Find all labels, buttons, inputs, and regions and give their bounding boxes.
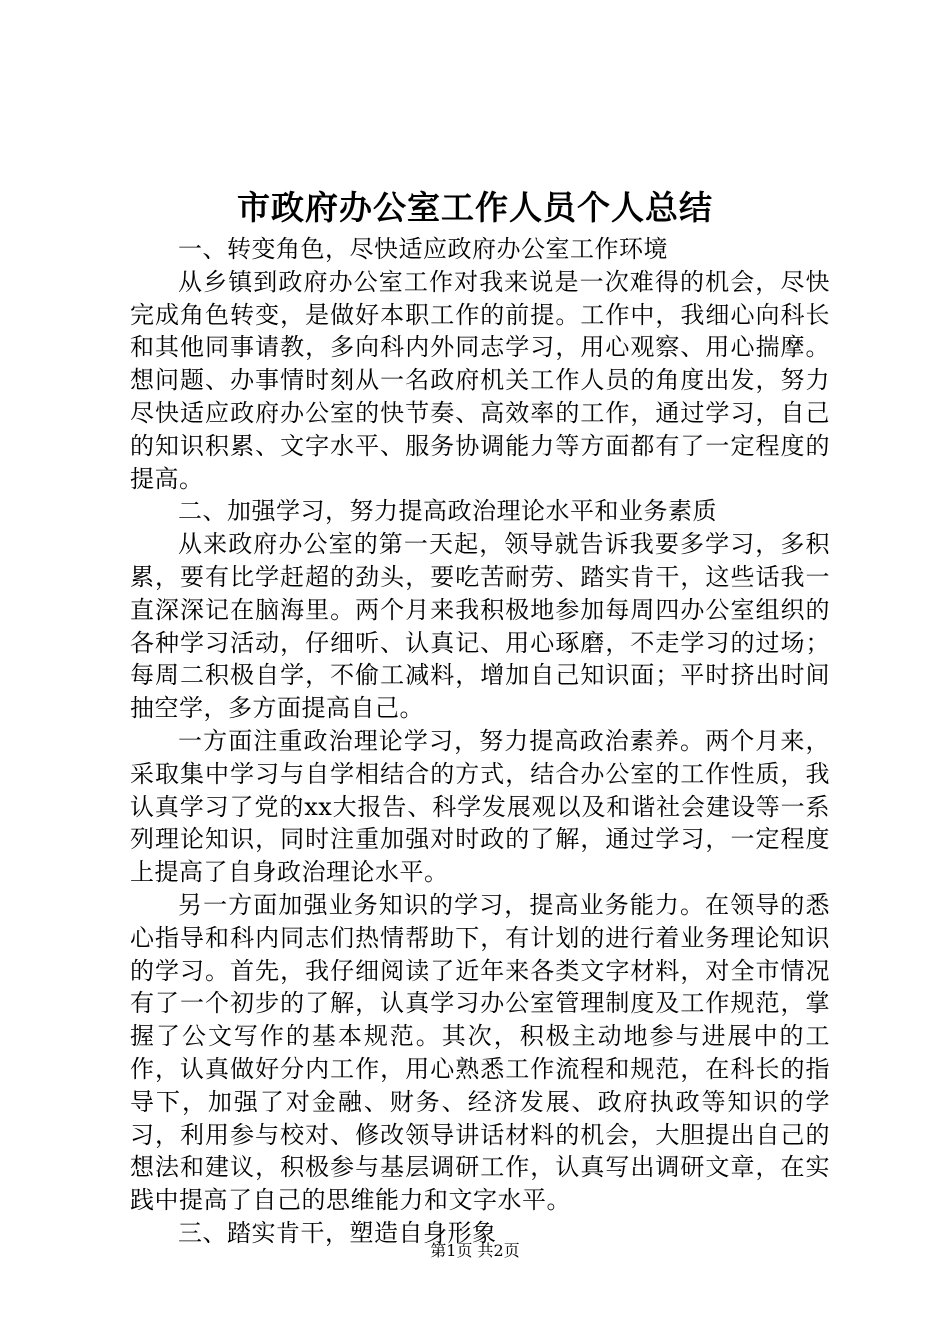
page-title: 市政府办公室工作人员个人总结 (237, 188, 713, 227)
document-body (130, 233, 830, 1250)
section-heading-3: 三、踏实肯干，塑造自身形象 (178, 1218, 497, 1247)
page-number-footer: 第1页 共2页 (430, 1241, 520, 1260)
section-heading-1: 一、转变角色，尽快适应政府办公室工作环境 (178, 235, 668, 263)
paragraph-2: 从来政府办公室的第一天起，领导就告诉我要多学习，多积累，要有比学赶超的劲头，要吃苦耐劳、踏实肯干，这些话我一直深深记在脑海里。两个月来我积极地参加每周四办公室组织的各种学习活动，仔细听、认真记、用心琢磨，不走学习的过场；每周二积极自学，不偷工减料，增加自己知识面；平时挤出时间抽空学，多方面提高自己。 (130, 530, 830, 723)
section-heading-2: 二、加强学习，努力提高政治理论水平和业务素质 (178, 497, 717, 526)
paragraph-3: 一方面注重政治理论学习，努力提高政治素养。两个月来，采取集中学习与自学相结合的方式，结合办公室的工作性质，我认真学习了党的xx大报告、科学发展观以及和谐社会建设等一系列理论知识，同时注重加强对时政的了解，通过学习，一定程度上提高了自身政治理论水平。 (130, 726, 830, 887)
paragraph-4: 另一方面加强业务知识的学习，提高业务能力。在领导的悉心指导和科内同志们热情帮助下，有计划的进行着业务理论知识的学习。首先，我仔细阅读了近年来各类文字材料，对全市情况有了一个初步的了解，认真学习办公室管理制度及工作规范，掌握了公文写作的基本规范。其次，积极主动地参与进展中的工作，认真做好分内工作，用心熟悉工作流程和规范，在科长的指导下，加强了对金融、财务、经济发展、政府执政等知识的学习，利用参与校对、修改领导讲话材料的机会，大胆提出自己的想法和建议，积极参与基层调研工作，认真写出调研文章，在实践中提高了自己的思维能力和文字水平。 (130, 890, 830, 1215)
paragraph-1: 从乡镇到政府办公室工作对我来说是一次难得的机会，尽快完成角色转变，是做好本职工作的前提。工作中，我细心向科长和其他同事请教，多向科内外同志学习，用心观察、用心揣摩。想问题、办事情时刻从一名政府机关工作人员的角度出发，努力尽快适应政府办公室的快节奏、高效率的工作，通过学习，自己的知识积累、文字水平、服务协调能力等方面都有了一定程度的提高。 (130, 267, 830, 493)
